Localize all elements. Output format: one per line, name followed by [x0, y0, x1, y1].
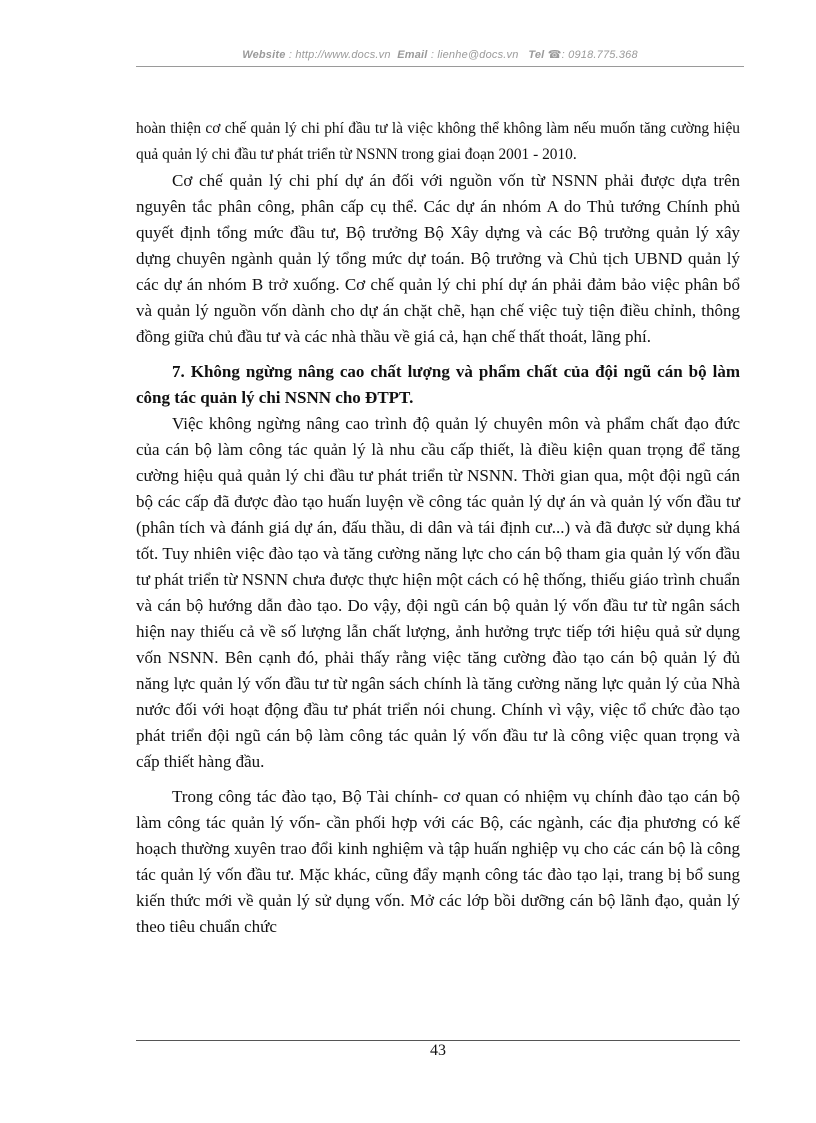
website-label: Website: [242, 49, 286, 61]
paragraph-2: Cơ chế quản lý chi phí dự án đối với nguồn vốn từ NSNN phải được dựa trên nguyên tắc phân công, phân cấp cụ thể. Các dự án nhóm A do Thủ tướng Chính phủ quyết định tổng mức đầu tư, Bộ trưởng Bộ Xây dựng và các Bộ trưởng quản lý xây dựng chuyên ngành quản lý tổng mức dự toán. Bộ trưởng và Chủ tịch UBND quản lý các dự án nhóm B trở xuống. Cơ chế quản lý chi phí dự án phải đảm bảo việc phân bổ và quản lý nguồn vốn dành cho dự án chặt chẽ, hạn chế việc tuỳ tiện điều chỉnh, thông đồng giữa chủ đầu tư và các nhà thầu về giá cả, hạn chế thất thoát, lãng phí.: [136, 171, 740, 346]
page-number: 43: [430, 1042, 446, 1059]
document-body: [136, 116, 740, 940]
header-divider: [136, 66, 744, 67]
paragraph-4: Trong công tác đào tạo, Bộ Tài chính- cơ quan có nhiệm vụ chính đào tạo cán bộ làm công tác quản lý vốn- cần phối hợp với các Bộ, các ngành, các địa phương có kế hoạch thường xuyên trao đổi kinh nghiệm và tập huấn nghiệp vụ cho các cán bộ là công tác quản lý vốn đầu tư. Mặc khác, cũng đẩy mạnh công tác đào tạo lại, trang bị bổ sung kiến thức mới về quản lý sử dụng vốn. Mở các lớp bồi dưỡng cán bộ lãnh đạo, quản lý theo tiêu chuẩn chức: [136, 787, 740, 936]
footer-divider: [136, 1040, 740, 1041]
paragraph-3: Việc không ngừng nâng cao trình độ quản lý chuyên môn và phẩm chất đạo đức của cán bộ làm công tác quản lý là nhu cầu cấp thiết, là điều kiện quan trọng để tăng cường hiệu quả quản lý chi đầu tư phát triển từ NSNN. Thời gian qua, một đội ngũ cán bộ các cấp đã được đào tạo huấn luyện về công tác quản lý dự án và quản lý vốn đầu tư (phân tích và đánh giá dự án, đấu thầu, di dân và tái định cư...) và đã được sử dụng khá tốt. Tuy nhiên việc đào tạo và tăng cường năng lực cho cán bộ tham gia quản lý vốn đầu tư phát triển từ NSNN chưa được thực hiện một cách có hệ thống, thiếu giáo trình chuẩn và cán bộ hướng dẫn đào tạo. Do vậy, đội ngũ cán bộ quản lý vốn đầu tư từ ngân sách hiện nay thiếu cả về số lượng lẫn chất lượng, ảnh hưởng trực tiếp tới hiệu quả sử dụng vốn NSNN. Bên cạnh đó, phải thấy rằng việc tăng cường đào tạo cán bộ quản lý đủ năng lực quản lý vốn đầu tư từ ngân sách chính là tăng cường năng lực quản lý của Nhà nước đối với hoạt động đầu tư phát triển nói chung. Chính vì vậy, việc tổ chức đào tạo phát triển đội ngũ cán bộ làm công tác quản lý vốn đầu tư là công việc quan trọng và cấp thiết hàng đầu.: [136, 414, 740, 771]
page-header: [136, 48, 744, 61]
website-value: : http://www.docs.vn: [288, 49, 391, 61]
section-heading: 7. Không ngừng nâng cao chất lượng và phẩm chất của đội ngũ cán bộ làm công tác quản lý chi NSNN cho ĐTPT.: [136, 362, 740, 407]
paragraph-1: hoàn thiện cơ chế quản lý chi phí đầu tư là việc không thể không làm nếu muốn tăng cường hiệu quả quản lý chi đầu tư phát triển từ NSNN trong giai đoạn 2001 - 2010.: [136, 120, 740, 163]
tel-label: Tel: [528, 49, 545, 61]
phone-icon: ☎: [547, 49, 562, 61]
email-label: Email: [397, 49, 428, 61]
email-value: : lienhe@docs.vn: [430, 49, 519, 61]
tel-value: : 0918.775.368: [561, 49, 638, 61]
